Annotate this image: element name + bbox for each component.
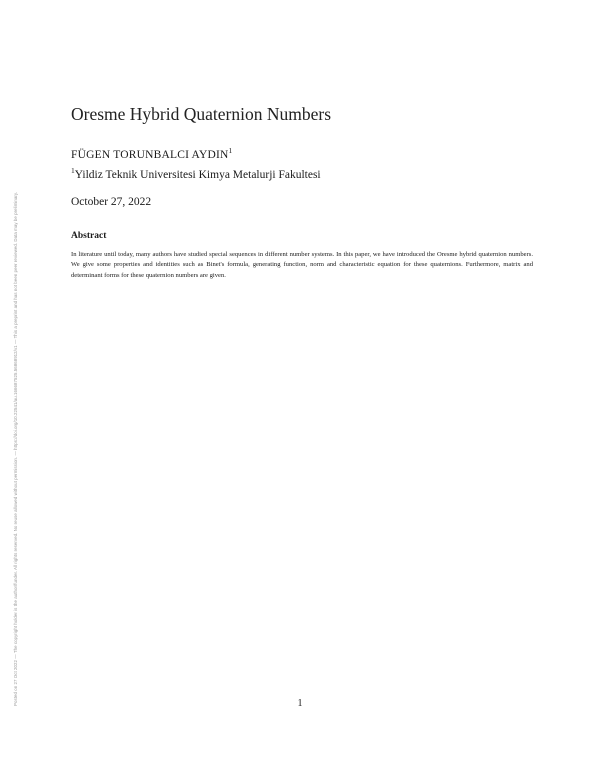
author-line bbox=[71, 146, 233, 161]
affiliation-mark: 1 bbox=[71, 166, 75, 175]
affiliation-line bbox=[71, 166, 321, 181]
abstract-heading: Abstract bbox=[71, 231, 107, 241]
abstract-body: In literature until today, many authors have studied special sequences in different number systems. In this paper, we have introduced the Oresme hybrid quaternion numbers. We give some properties and identities such as Binet's formula, generating function, norm and characteristic equation for these quaternions. Furthermore, matrix and determinant forms for these quaternion numbers are given. bbox=[71, 251, 533, 279]
author-affiliation-mark: 1 bbox=[228, 146, 233, 155]
paper-title: Oresme Hybrid Quaternion Numbers bbox=[71, 104, 332, 124]
paper-date: October 27, 2022 bbox=[71, 196, 152, 208]
side-note-text: Posted on 27 Oct 2022 — The copyright holder is the author/funder. All rights reserved. No reuse allowed without permission. — https://doi.org/10.22541/au.166687525.56868912/v1 — This a preprint and has not been peer reviewed. Data may be preliminary. bbox=[13, 191, 18, 706]
author-name: FÜGEN TORUNBALCI AYDIN bbox=[71, 148, 229, 161]
affiliation-text: Yildiz Teknik Universitesi Kimya Metalurji Fakultesi bbox=[74, 168, 321, 181]
page-number: 1 bbox=[297, 698, 303, 709]
preprint-side-note bbox=[0, 0, 18, 776]
